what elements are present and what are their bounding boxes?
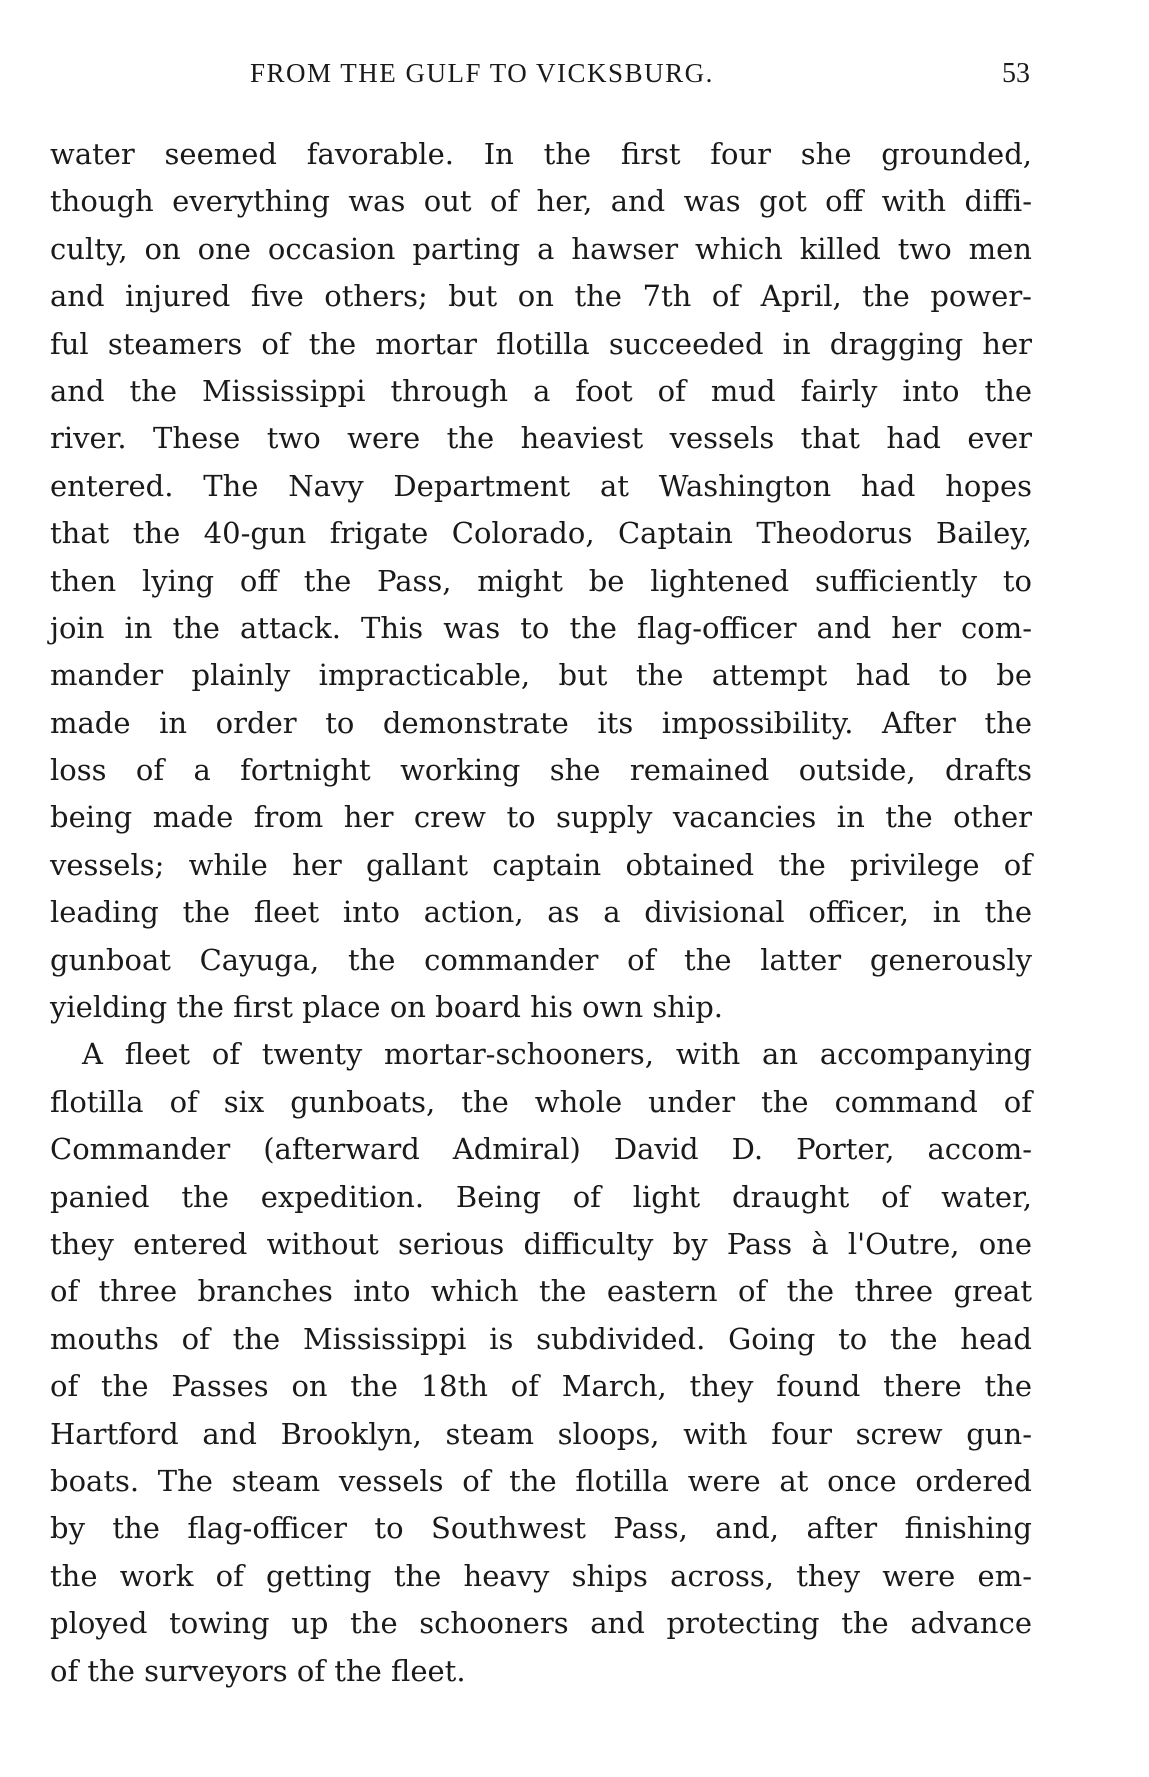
text-line: boats. The steam vessels of the flotilla were at once ordered	[50, 1463, 1032, 1498]
text-line: of three branches into which the eastern of the three great	[50, 1274, 1032, 1309]
text-line: by the flag-officer to Southwest Pass, and, after finishing	[50, 1511, 1032, 1546]
paragraph-1	[50, 131, 1032, 1031]
paragraph-2	[50, 1031, 1032, 1694]
body-text	[50, 131, 1032, 1695]
text-line: of the Passes on the 18th of March, they found there the	[50, 1369, 1032, 1404]
text-line: and injured five others; but on the 7th of April, the power-	[50, 279, 1032, 314]
text-line: join in the attack. This was to the flag-officer and her com-	[50, 610, 1032, 645]
text-line: A fleet of twenty mortar-schooners, with an accompanying	[82, 1037, 1032, 1072]
text-line: and the Mississippi through a foot of mud fairly into the	[50, 373, 1032, 408]
text-line: flotilla of six gunboats, the whole under the command of	[50, 1084, 1032, 1119]
text-line: culty, on one occasion parting a hawser which killed two men	[50, 231, 1032, 266]
text-line: Hartford and Brooklyn, steam sloops, with four screw gun-	[50, 1416, 1032, 1451]
text-line: that the 40-gun frigate Colorado, Captain Theodorus Bailey,	[50, 516, 1032, 551]
text-line: the work of getting the heavy ships across, they were em-	[50, 1558, 1032, 1593]
text-line: loss of a fortnight working she remained outside, drafts	[50, 753, 1032, 788]
text-line: panied the expedition. Being of light draught of water,	[50, 1179, 1032, 1214]
text-line: mander plainly impracticable, but the attempt had to be	[50, 658, 1032, 693]
running-title: FROM THE GULF TO VICKSBURG.	[250, 58, 714, 88]
text-line: then lying off the Pass, might be lightened sufficiently to	[50, 563, 1032, 598]
text-line: leading the fleet into action, as a divisional officer, in the	[50, 895, 1032, 930]
text-line: ployed towing up the schooners and protecting the advance	[50, 1606, 1032, 1641]
text-line: being made from her crew to supply vacancies in the other	[50, 800, 1032, 835]
text-line: gunboat Cayuga, the commander of the latter generously	[50, 942, 1032, 977]
text-line: water seemed favorable. In the first four she grounded,	[50, 137, 1032, 171]
text-line: vessels; while her gallant captain obtained the privilege of	[50, 847, 1032, 882]
text-line: Commander (afterward Admiral) David D. Porter, accom-	[50, 1132, 1032, 1167]
text-line: made in order to demonstrate its impossibility. After the	[50, 705, 1032, 740]
text-line: ful steamers of the mortar flotilla succeeded in dragging her	[50, 326, 1032, 361]
text-line: yielding the first place on board his own ship.	[50, 990, 723, 1025]
text-line: though everything was out of her, and was got off with diffi-	[50, 184, 1032, 219]
page-number: 53	[1002, 58, 1030, 89]
text-line: of the surveyors of the fleet.	[50, 1653, 466, 1688]
text-line: entered. The Navy Department at Washington had hopes	[50, 468, 1032, 503]
text-line: mouths of the Mississippi is subdivided. Going to the head	[50, 1321, 1032, 1356]
running-head	[50, 58, 1030, 98]
text-line: river. These two were the heaviest vessels that had ever	[50, 421, 1032, 456]
text-line: they entered without serious difficulty by Pass à l'Outre, one	[50, 1226, 1032, 1261]
